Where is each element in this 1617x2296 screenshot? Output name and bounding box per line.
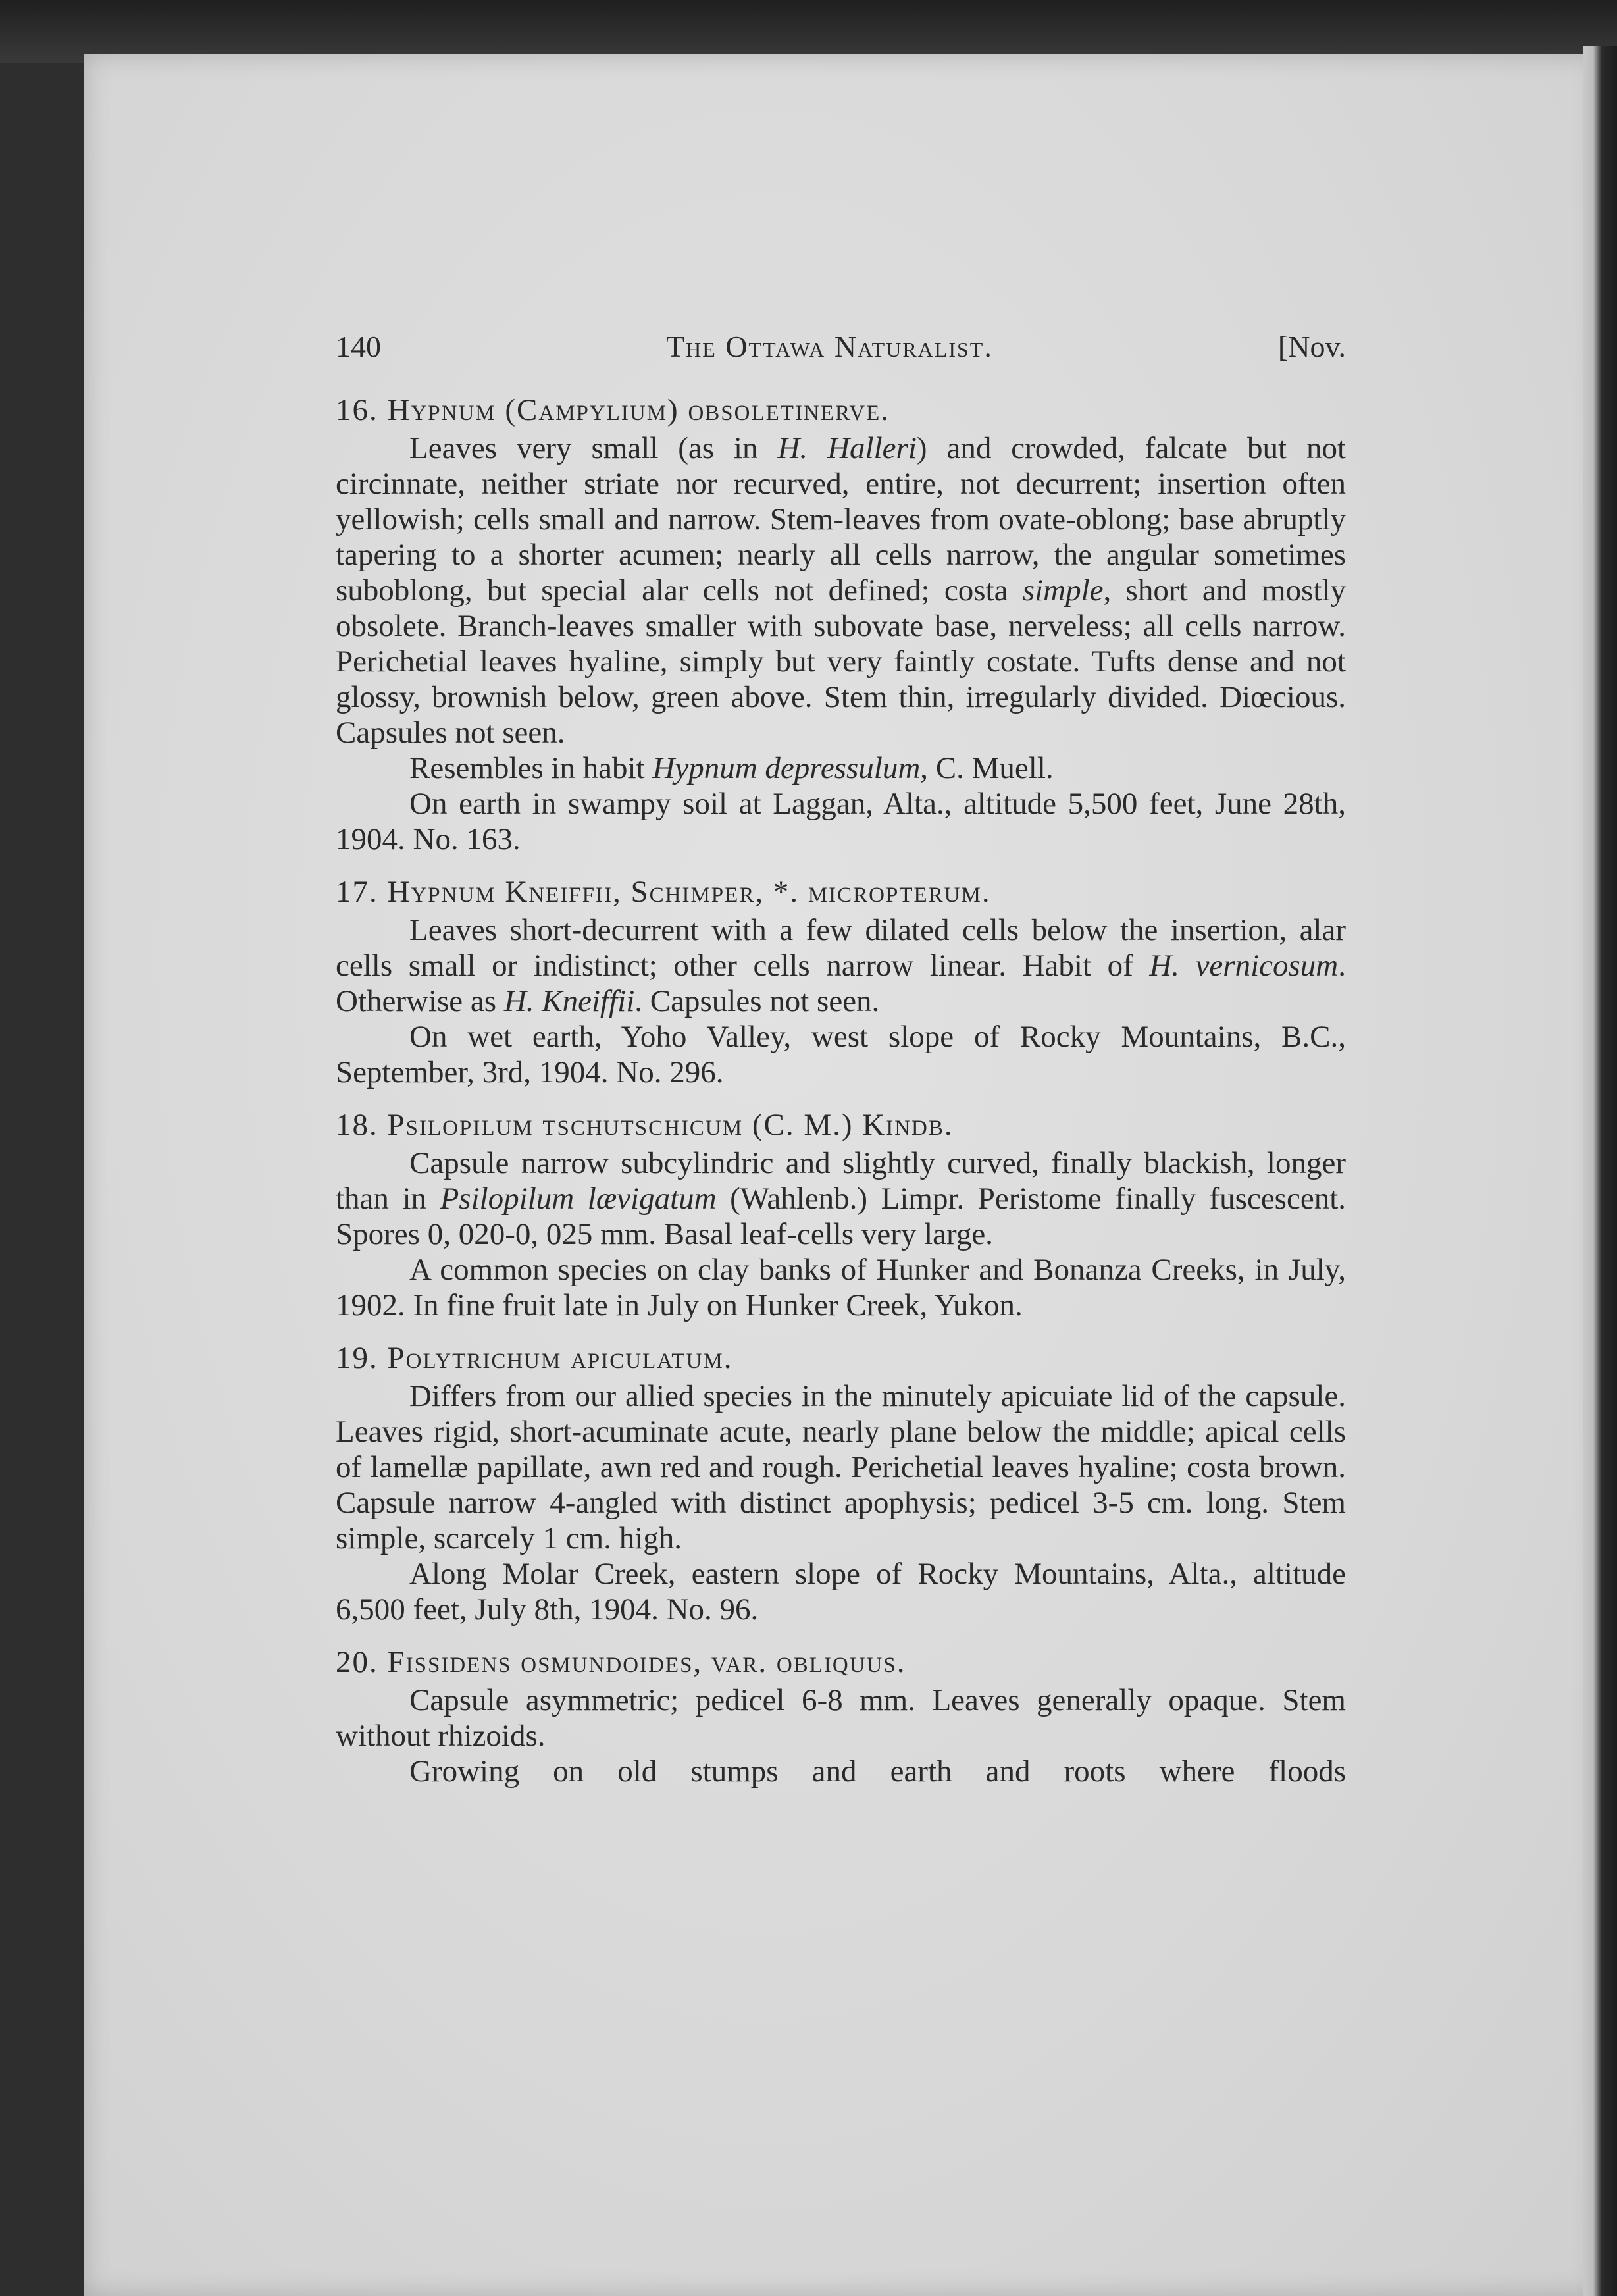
issue-month: [Nov. (1277, 330, 1346, 363)
locality-paragraph: Along Molar Creek, eastern slope of Rocky Mountains, Alta., altitude 6,500 feet, July 8th, 1904. No. 96. (336, 1557, 1346, 1627)
entry-heading: 20. Fissidens osmundoides, var. obliquus. (336, 1645, 906, 1679)
remark-paragraph: Resembles in habit Hypnum depressulum, C. Muell. (409, 751, 1054, 785)
page-text (336, 329, 1346, 1806)
entry-heading: 19. Polytrichum apiculatum. (336, 1341, 733, 1375)
entry-heading: 18. Psilopilum tschutschicum (C. M.) Kindb. (336, 1108, 954, 1142)
description-paragraph: Differs from our allied species in the minutely apicuiate lid of the capsule. Leaves rigid, short-acuminate acute, nearly plane below the middle; apical cells of lamellæ papillate, awn red and rough. Perichetial leaves hyaline; costa brown. Capsule narrow 4-angled with distinct apophysis; pedicel 3-5 cm. long. Stem simple, scarcely 1 cm. high. (336, 1379, 1346, 1555)
page-number: 140 (336, 330, 381, 363)
locality-paragraph: A common species on clay banks of Hunker and Bonanza Creeks, in July, 1902. In fine fruit late in July on Hunker Creek, Yukon. (336, 1253, 1346, 1322)
scan-background-top (0, 0, 1617, 63)
journal-title: The Ottawa Naturalist. (666, 330, 993, 363)
page-edge-shadow (1583, 46, 1617, 2296)
species-entry-20 (336, 1644, 1346, 1789)
locality-paragraph: On wet earth, Yoho Valley, west slope of Rocky Mountains, B.C., September, 3rd, 1904. No. 296. (336, 1020, 1346, 1089)
entry-heading: 17. Hypnum Kneiffii, Schimper, *. micropterum. (336, 875, 991, 909)
species-entry-18 (336, 1107, 1346, 1323)
species-entry-19 (336, 1340, 1346, 1627)
locality-paragraph: Growing on old stumps and earth and roots where floods (409, 1754, 1346, 1788)
species-entry-16 (336, 392, 1346, 857)
description-paragraph: Capsule asymmetric; pedicel 6-8 mm. Leaves generally opaque. Stem without rhizoids. (336, 1683, 1346, 1753)
description-paragraph: Leaves short-decurrent with a few dilated cells below the insertion, alar cells small or indistinct; other cells narrow linear. Habit of H. vernicosum. Otherwise as H. Kneiffii. Capsules not seen. (336, 913, 1346, 1018)
locality-paragraph: On earth in swampy soil at Laggan, Alta., altitude 5,500 feet, June 28th, 1904. No. 163. (336, 787, 1346, 856)
description-paragraph: Capsule narrow subcylindric and slightly curved, finally blackish, longer than in Psilopilum lævigatum (Wahlenb.) Limpr. Peristome finally fuscescent. Spores 0, 020-0, 025 mm. Basal leaf-cells very large. (336, 1146, 1347, 1251)
description-paragraph: Leaves very small (as in H. Halleri) and crowded, falcate but not circinnate, neither striate nor recurved, entire, not decurrent; insertion often yellowish; cells small and narrow. Stem-leaves from ovate-oblong; base abruptly tapering to a shorter acumen; nearly all cells narrow, the angular sometimes suboblong, but special alar cells not defined; costa simple, short and mostly obsolete. Branch-leaves smaller with subovate base, nerveless; all cells narrow. Perichetial leaves hyaline, simply but very faintly costate. Tufts dense and not glossy, brownish below, green above. Stem thin, irregularly divided. Diœcious. Capsules not seen. (336, 431, 1346, 750)
entry-heading: 16. Hypnum (Campylium) obsoletinerve. (336, 393, 890, 427)
species-entry-17 (336, 874, 1346, 1090)
running-head (336, 329, 1346, 365)
